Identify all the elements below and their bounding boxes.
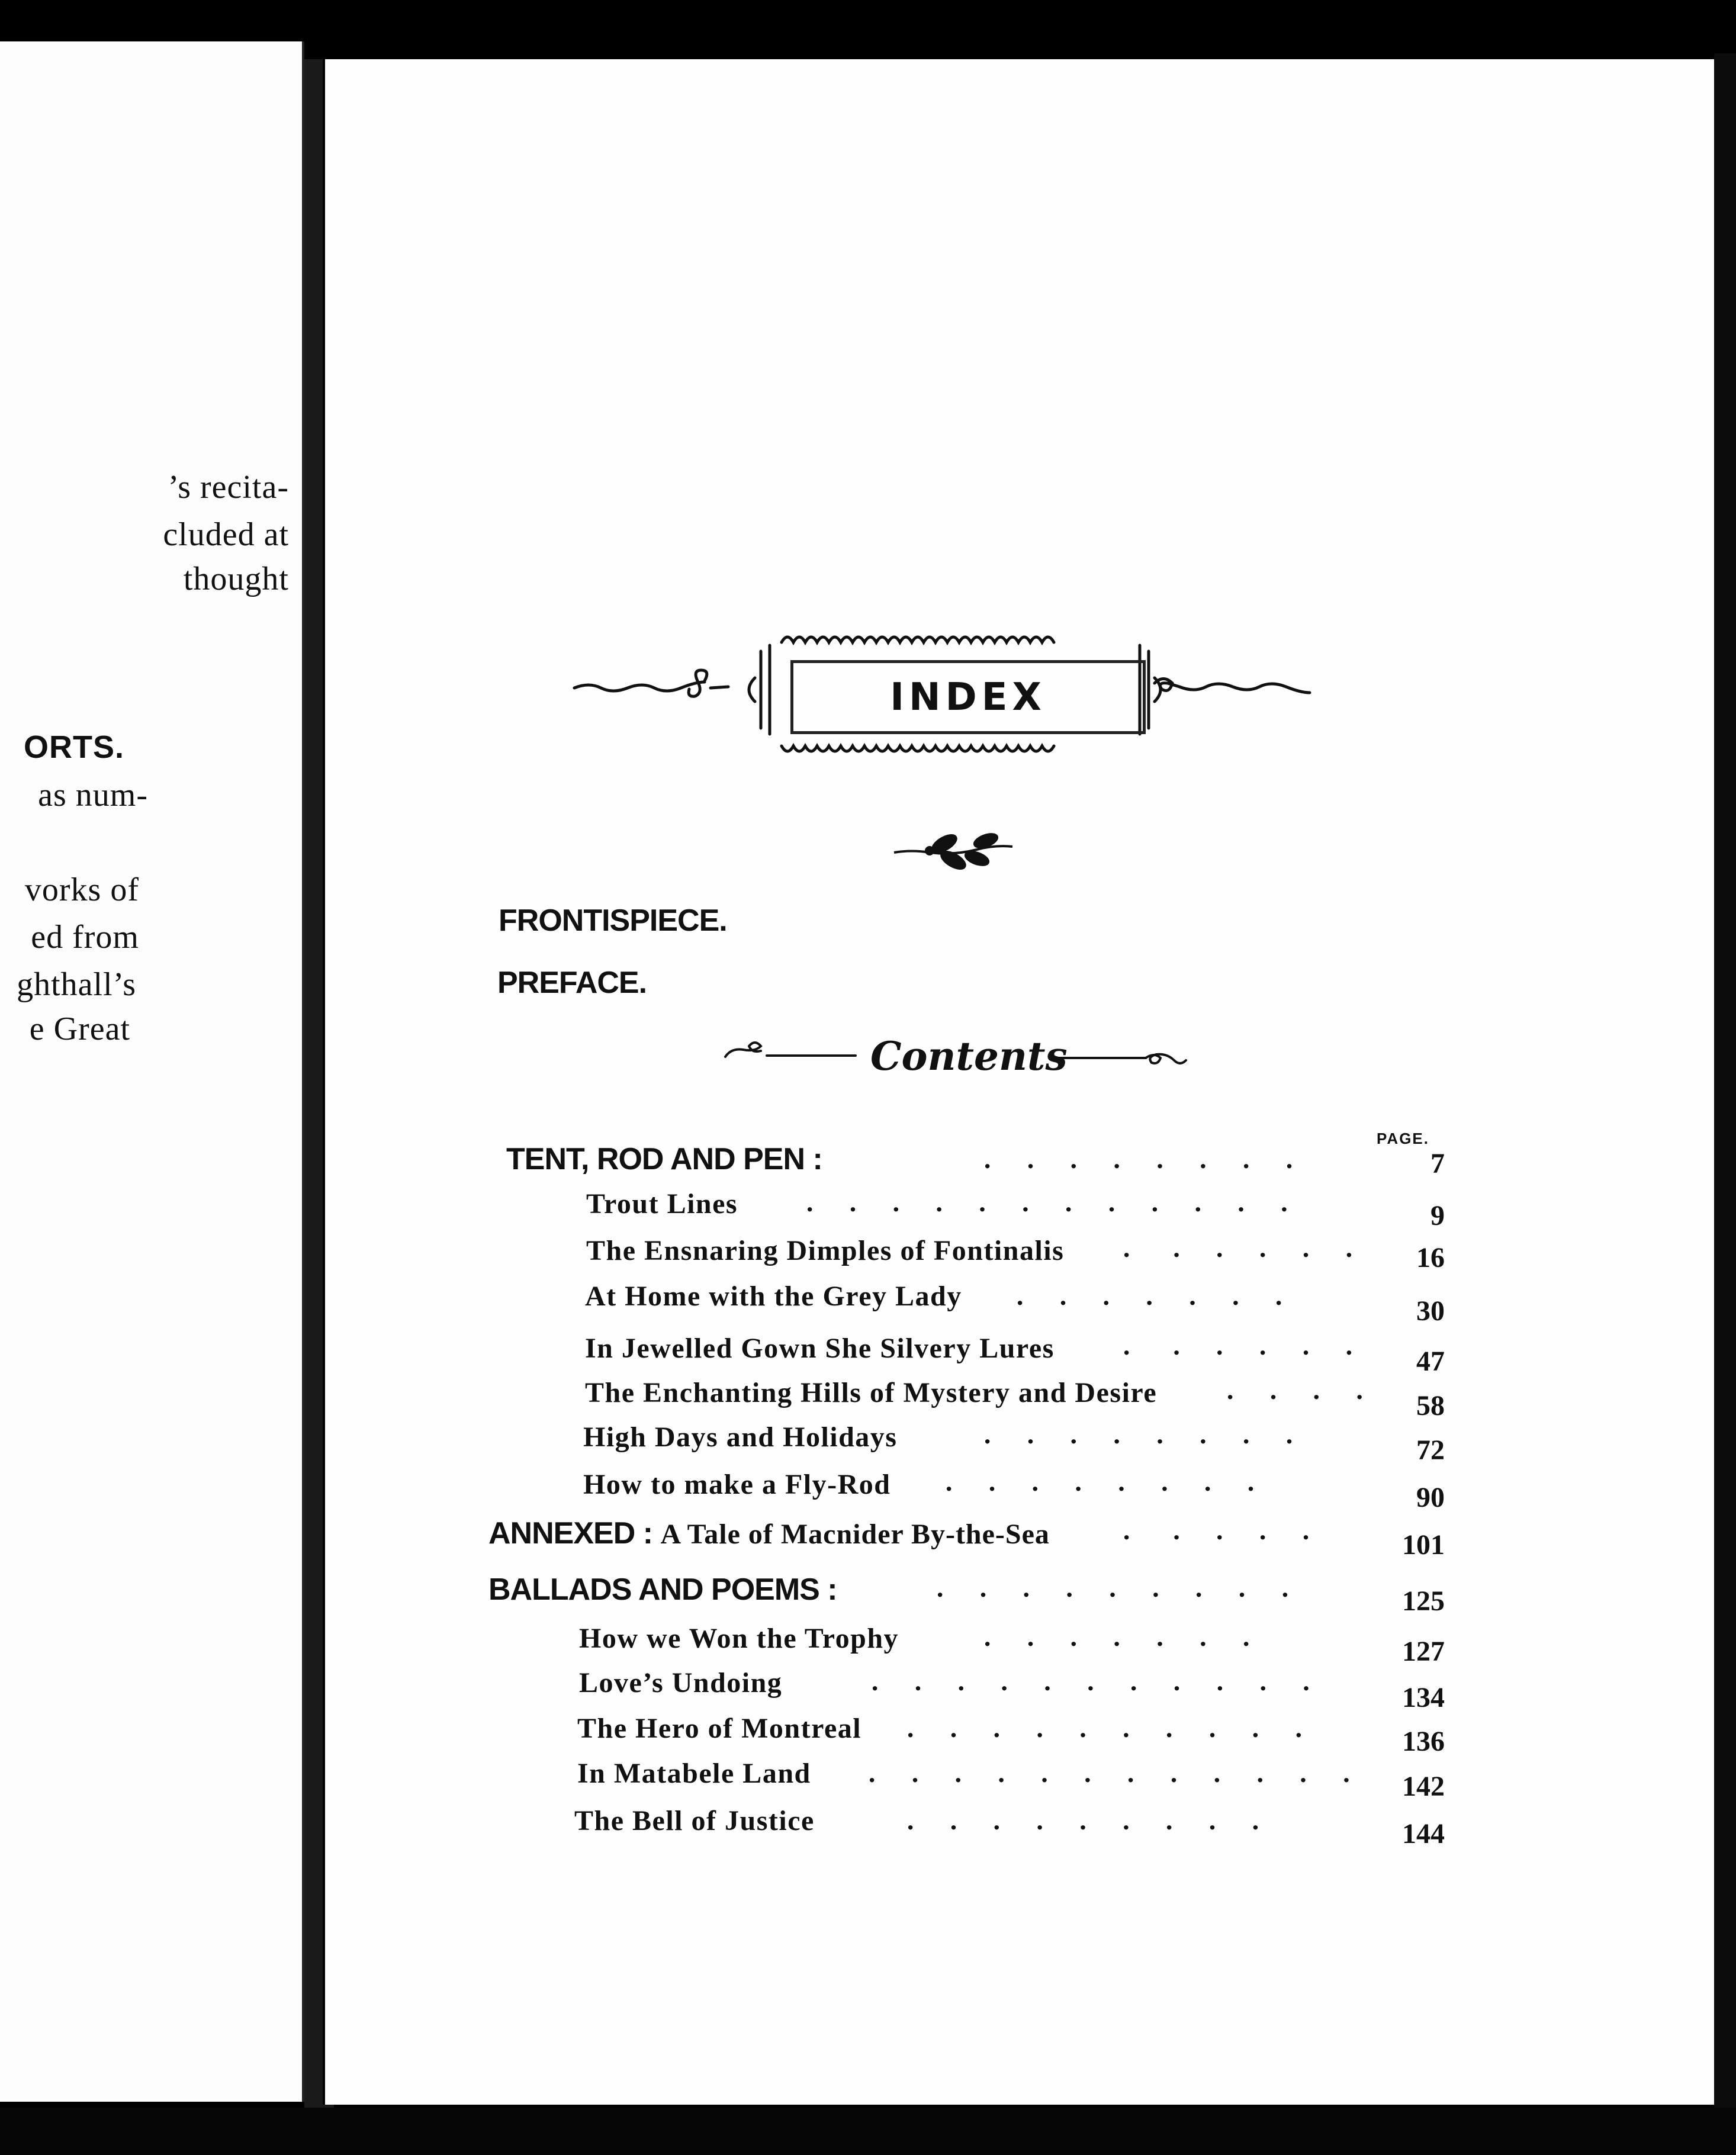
right-page (323, 59, 1719, 2105)
toc-leader: · · · · · · (1122, 1337, 1354, 1368)
toc-entry-title: Love’s Undoing (579, 1667, 783, 1699)
toc-entry-title: The Ensnaring Dimples of Fontinalis (586, 1235, 1065, 1266)
left-page-line: ’s recita- (168, 469, 289, 506)
toc-entry-title: How we Won the Trophy (579, 1623, 899, 1654)
toc-page-number: 136 (1402, 1726, 1445, 1757)
toc-entry-title: In Jewelled Gown She Silvery Lures (585, 1333, 1055, 1364)
toc-leader: · · · · · · (1122, 1240, 1354, 1270)
contents-heading: Contents (870, 1033, 1068, 1079)
toc-section-title: TENT, ROD AND PEN : (506, 1142, 822, 1176)
toc-page-number: 47 (1416, 1346, 1445, 1377)
left-page-line: ghthall’s (17, 966, 136, 1003)
toc-page-number: 9 (1430, 1200, 1445, 1231)
left-page-line: thought (183, 561, 289, 597)
toc-leader: · · · · · · · · · (935, 1580, 1290, 1610)
toc-entry-title: High Days and Holidays (583, 1421, 898, 1453)
toc-entry-title: Trout Lines (586, 1188, 738, 1220)
toc-leader: · · · · · · · · · · · · (867, 1765, 1351, 1795)
index-heading: INDEX (790, 660, 1146, 734)
toc-section-label: ANNEXED : (488, 1516, 653, 1551)
left-page-line: as num- (38, 777, 148, 813)
toc-page-number: 125 (1402, 1585, 1445, 1617)
toc-entry-title: At Home with the Grey Lady (585, 1281, 962, 1312)
toc-entry-title: The Enchanting Hills of Mystery and Desire (585, 1377, 1158, 1408)
page-edge (1714, 53, 1736, 2108)
left-page-heading: ORTS. (23, 729, 124, 765)
left-page-line: ed from (31, 919, 139, 956)
toc-page-number: 144 (1402, 1818, 1445, 1850)
toc-leader: · · · · · · · · · · · · (805, 1194, 1289, 1224)
toc-section-title (488, 1516, 1050, 1551)
toc-section-subtitle: A Tale of Macnider By-the-Sea (660, 1519, 1050, 1550)
toc-entry-title: The Bell of Justice (574, 1805, 815, 1836)
toc-page-number: 101 (1402, 1529, 1445, 1561)
toc-leader: · · · · · · · · (983, 1151, 1294, 1181)
toc-page-number: 72 (1416, 1434, 1445, 1466)
left-page-line: cluded at (163, 516, 289, 553)
sprig-ornament-icon (888, 826, 1024, 873)
toc-leader: · · · · · · · · · · (906, 1720, 1303, 1750)
toc-page-number: 142 (1402, 1771, 1445, 1802)
toc-entry-title: The Hero of Montreal (577, 1713, 862, 1744)
toc-leader: · · · · · · · · · (906, 1812, 1261, 1842)
toc-leader: · · · · · (1122, 1522, 1311, 1552)
toc-page-number: 90 (1416, 1482, 1445, 1513)
toc-leader: · · · · · · · · · · · (870, 1673, 1311, 1703)
toc-leader: · · · · · · · (1015, 1288, 1284, 1318)
toc-page-number: 134 (1402, 1682, 1445, 1713)
left-page-line: vorks of (24, 871, 139, 908)
preface-entry: PREFACE. (497, 966, 647, 1000)
toc-leader: · · · · · · · · (983, 1426, 1294, 1456)
toc-entry-title: In Matabele Land (577, 1758, 811, 1789)
toc-page-number: 7 (1430, 1148, 1445, 1179)
toc-page-number: 58 (1416, 1390, 1445, 1421)
toc-section-title: BALLADS AND POEMS : (488, 1572, 837, 1607)
bottom-edge (0, 2108, 1736, 2155)
toc-leader: · · · · · · · (983, 1629, 1251, 1659)
page-column-label: PAGE. (1377, 1130, 1429, 1147)
toc-page-number: 16 (1416, 1242, 1445, 1273)
toc-page-number: 30 (1416, 1295, 1445, 1327)
left-page-fragment (0, 41, 304, 2102)
toc-page-number: 127 (1402, 1636, 1445, 1667)
left-page-line: e Great (29, 1011, 130, 1047)
frontispiece-entry: FRONTISPIECE. (499, 903, 727, 938)
toc-entry-title: How to make a Fly-Rod (583, 1469, 891, 1500)
toc-leader: · · · · · · · · (944, 1474, 1256, 1504)
toc-leader: · · · · (1226, 1382, 1364, 1412)
